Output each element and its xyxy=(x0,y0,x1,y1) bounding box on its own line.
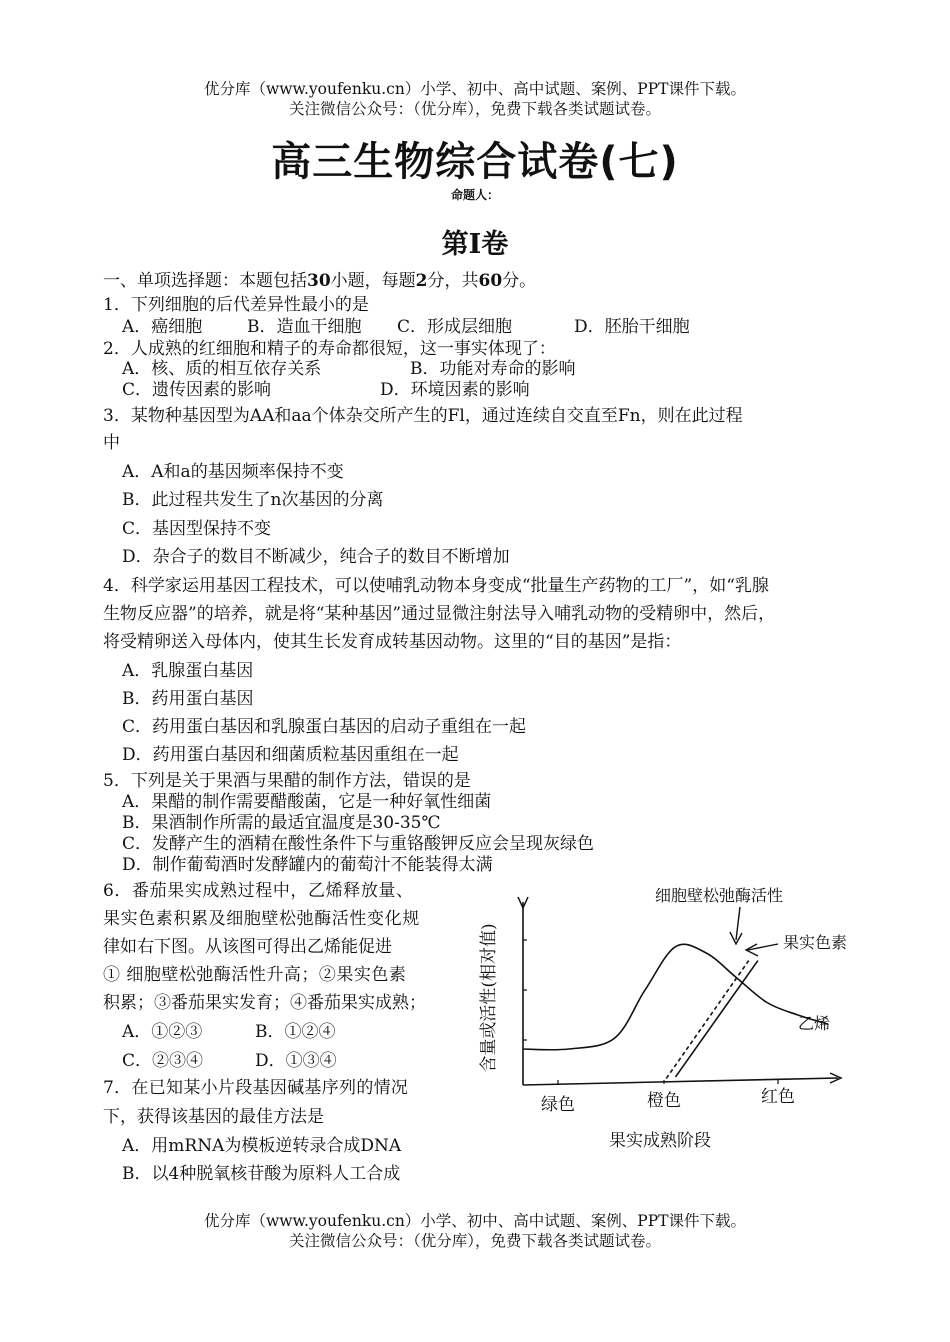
y-axis-label: 含量或活性(相对值) xyxy=(479,923,499,1073)
q1-option-a: A．癌细胞 xyxy=(122,317,203,337)
q4-stem-line-3: 将受精卵送入母体内，使其生长发育成转基因动物。这里的“目的基因”是指： xyxy=(103,632,682,652)
series-line-0 xyxy=(523,944,831,1049)
q3-stem-line-1: 3．某物种基因型为AA和aa个体杂交所产生的Fl，通过连续自交直至Fn，则在此过程 xyxy=(103,406,743,426)
header-line-1: 优分库（www.youfenku.cn）小学、初中、高中试题、案例、PPT课件下载。 xyxy=(203,80,747,98)
section-title: 第Ⅰ卷 xyxy=(441,229,509,260)
q1-option-b: B．造血干细胞 xyxy=(247,317,362,337)
q2-option-a: A．核、质的相互依存关系 xyxy=(122,359,322,379)
author-label: 命题人： xyxy=(450,188,499,202)
enzyme-pointer xyxy=(736,907,740,940)
q3-option-c: C．基因型保持不变 xyxy=(122,519,272,539)
q3-option-a: A．A和a的基因频率保持不变 xyxy=(122,462,344,482)
q6-option-d: D．①③④ xyxy=(255,1051,337,1071)
q2-option-b: B．功能对寿命的影响 xyxy=(410,359,576,379)
q7-option-a: A．用mRNA为模板逆转录合成DNA xyxy=(122,1136,402,1156)
q5-option-a: A．果醋的制作需要醋酸菌，它是一种好氧性细菌 xyxy=(122,792,492,812)
q2-option-d: D．环境因素的影响 xyxy=(380,380,530,400)
x-axis-label: 果实成熟阶段 xyxy=(609,1131,711,1151)
q6-option-a: A．①②③ xyxy=(122,1022,203,1042)
q2-stem: 2．人成熟的红细胞和精子的寿命都很短，这一事实体现了： xyxy=(103,339,556,359)
q5-option-b: B．果酒制作所需的最适宜温度是30-35℃ xyxy=(122,813,441,833)
annotation-enzyme: 细胞壁松弛酶活性 xyxy=(655,886,784,905)
q4-stem-line-2: 生物反应器”的培养，就是将“某种基因”通过显微注射法导入哺乳动物的受精卵中，然后， xyxy=(103,604,776,624)
series-line-1 xyxy=(676,961,758,1077)
q1-stem: 1．下列细胞的后代差异性最小的是 xyxy=(103,295,369,315)
q1-option-c: C．形成层细胞 xyxy=(397,317,513,337)
annotation-ethylene: 乙烯 xyxy=(798,1014,831,1033)
series-line-2 xyxy=(666,961,748,1079)
q6-stem-line-3: 律如右下图。从该图可得出乙烯能促进 xyxy=(103,937,392,957)
q6-stem-line-5: 积累；③番茄果实发育；④番茄果实成熟； xyxy=(103,993,426,1013)
q3-stem-line-2: 中 xyxy=(103,433,120,453)
q4-option-c: C．药用蛋白基因和乳腺蛋白基因的启动子重组在一起 xyxy=(122,717,527,737)
x-tick-label-red: 红色 xyxy=(761,1087,795,1107)
x-tick-label-orange: 橙色 xyxy=(647,1091,681,1111)
part1-instructions: 一、单项选择题：本题包括30小题，每题2分，共60分。 xyxy=(103,271,537,291)
q6-stem-line-1: 6．番茄果实成熟过程中，乙烯释放量、 xyxy=(103,881,414,901)
q4-option-b: B．药用蛋白基因 xyxy=(122,689,254,709)
annotation-pigment: 果实色素 xyxy=(783,933,848,952)
q5-option-d: D．制作葡萄酒时发酵罐内的葡萄汁不能装得太满 xyxy=(122,855,493,875)
x-tick-label-green: 绿色 xyxy=(541,1095,575,1115)
footer-line-2: 关注微信公众号：（优分库），免费下载各类试题试卷。 xyxy=(288,1232,661,1250)
q3-option-d: D．杂合子的数目不断减少，纯合子的数目不断增加 xyxy=(122,547,510,567)
q4-stem-line-1: 4．科学家运用基因工程技术，可以使哺乳动物本身变成“批量生产药物的工厂”，如“乳腺 xyxy=(103,576,769,596)
q4-option-a: A．乳腺蛋白基因 xyxy=(122,661,254,681)
pigment-pointer-arrowhead xyxy=(746,944,758,956)
ripening-chart xyxy=(478,880,858,1160)
q7-stem-line-1: 7．在已知某小片段基因碱基序列的情况 xyxy=(103,1078,409,1098)
q3-option-b: B．此过程共发生了n次基因的分离 xyxy=(122,490,384,510)
q7-option-b: B．以4种脱氧核苷酸为原料人工合成 xyxy=(122,1164,401,1184)
q1-option-d: D．胚胎干细胞 xyxy=(574,317,690,337)
q6-option-b: B．①②④ xyxy=(255,1022,336,1042)
footer-line-1: 优分库（www.youfenku.cn）小学、初中、高中试题、案例、PPT课件下载。 xyxy=(203,1212,747,1230)
q5-option-c: C．发酵产生的酒精在酸性条件下与重铬酸钾反应会呈现灰绿色 xyxy=(122,834,595,854)
q7-stem-line-2: 下，获得该基因的最佳方法是 xyxy=(103,1107,324,1127)
q2-option-c: C．遗传因素的影响 xyxy=(122,380,272,400)
q6-stem-line-2: 果实色素积累及细胞壁松弛酶活性变化规 xyxy=(103,909,420,929)
q5-stem: 5．下列是关于果酒与果醋的制作方法，错误的是 xyxy=(103,771,471,791)
page-title: 高三生物综合试卷(七) xyxy=(271,139,679,185)
q4-option-d: D．药用蛋白基因和细菌质粒基因重组在一起 xyxy=(122,745,459,765)
x-axis xyxy=(523,1078,838,1085)
q6-stem-line-4: ① 细胞壁松弛酶活性升高；②果实色素 xyxy=(103,965,407,985)
header-line-2: 关注微信公众号：（优分库），免费下载各类试题试卷。 xyxy=(288,100,661,118)
q6-option-c: C．②③④ xyxy=(122,1051,204,1071)
